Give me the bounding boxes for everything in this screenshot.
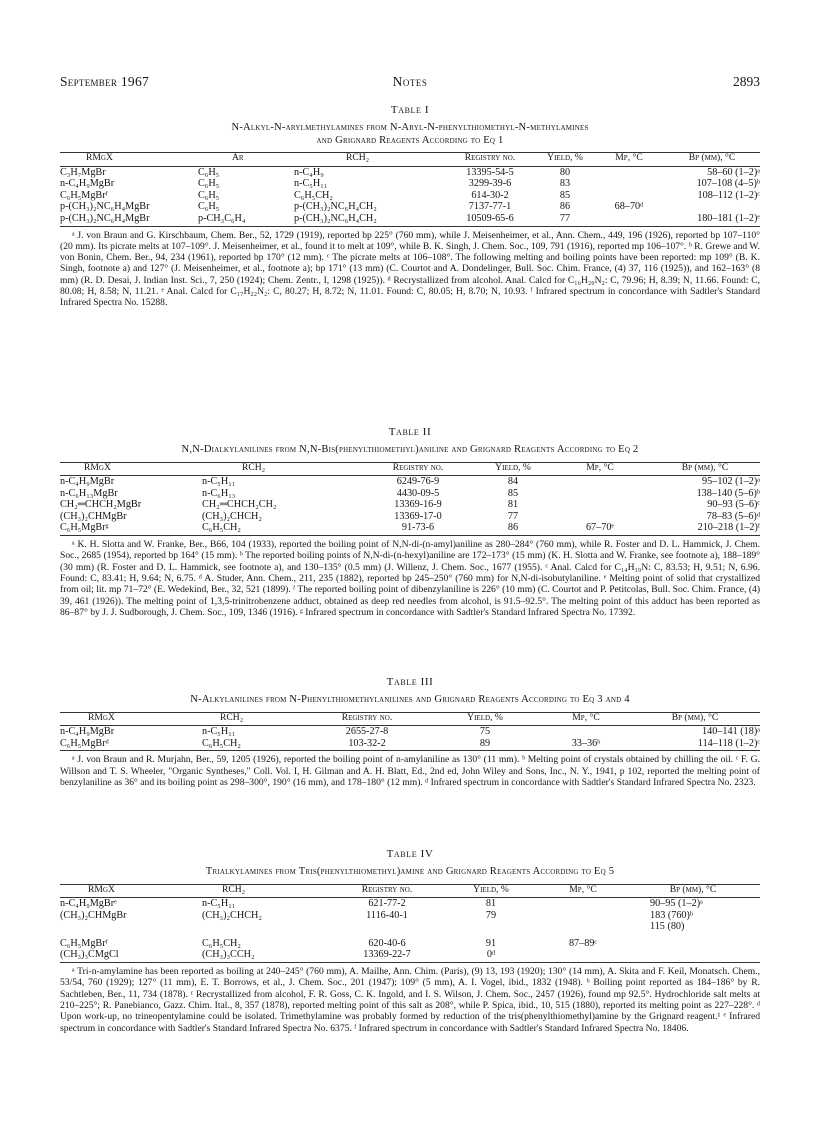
table-1-cell-yield: 85: [559, 189, 571, 201]
table-2-cell-yield: 81: [507, 499, 519, 511]
table-3-row: [60, 726, 760, 738]
table-3-title: N-Alkylanilines from N-Phenylthiomethylanilines and Grignard Reagents According to Eq 3 and 4: [190, 694, 630, 705]
table-1-header-mp: Mp, °C: [594, 153, 664, 167]
table-2-cell-bp: 138–140 (5–6)ᵇ: [696, 487, 760, 499]
table-4-cell-rch2: (CH₃)₃CCH₂: [202, 949, 255, 961]
page-number: 2893: [733, 74, 760, 89]
table-2-cell-mp: [550, 476, 650, 488]
table-1-footnotes: ᵃ J. von Braun and G. Kirschbaum, Chem. Ber., 52, 1729 (1919), reported bp 225° (760 mm), while J. Meisenheimer, et al., Ann. Chem., 449, 196 (1926), reported bp 107–110° (20 mm). Its picrate melts at 107–109°. J. Meisenheimer, et al., found it to melt at 109°, while B. K. Singh, J. Chem. Soc., 109, 791 (1916), reported mp 106–107°. ᵇ R. Grewe and W. von Bonin, Chem. Ber., 94, 234 (1961), reported bp 170° (12 mm). ᶜ The picrate melts at 106–108°. The following melting and boiling points have been reported: mp 109° (B. K. Singh, footnote a) and 127° (J. Meisenheimer, et al., footnote a); bp 171° (13 mm) (C. Courtot and A. Dondelinger, Bull. Soc. Chim. France, (4) 37, 116 (1925)), and 162–163° (8 mm) (R. D. Desai, J. Indian Inst. Sci., 7, 250 (1924); Chem. Zentr., I, 1298 (1925)). ᵈ Recrystallized from alcohol. Anal. Calcd for C₁₆H₂₀N₂: C, 79.96; H, 8.39; N, 11.66. Found: C, 80.08; H, 8.58; N, 11.21. ᵉ Anal. Calcd for C₁₇H₂₂N₂: C, 80.27; H, 8.72; N, 11.01. Found: C, 80.05; H, 8.70; N, 10.93. ᶠ Infrared spectrum in concordance with Sadtler's Standard Infrared Spectra No. 15288.: [60, 229, 760, 309]
table-3-footnotes: ᵃ J. von Braun and R. Murjahn, Ber., 59, 1205 (1926), reported the boiling point of n-amylaniline as 130° (11 mm). ᵇ Melting point of crystals obtained by chilling the oil. ᶜ F. G. Willson and T. S. Wheeler, "Organic Syntheses," Coll. Vol. I, H. Gilman and A. H. Blatt, Ed., 2nd ed, John Wiley and Sons, Inc., N. Y., 1941, p 102, reported the melting point of benzylaniline as 36° and its boiling point as 298–300°, 190° (16 mm), and 178–180° (12 mm). ᵈ Infrared spectrum in concordance with Sadtler's Standard Infrared Spectra No. 2323.: [60, 754, 760, 788]
table-2-row: [60, 499, 760, 511]
table-4-cell-registry: 13369-22-7: [363, 949, 411, 961]
table-2-cell-rch2: CH₂═CHCH₂CH₂: [202, 499, 277, 511]
table-2-cell-registry: 13369-17-0: [394, 510, 442, 522]
table-4-footnotes: ᵃ Tri-n-amylamine has been reported as boiling at 240–245° (760 mm), A. Mailhe, Ann. Chim. (Paris), (9) 13, 193 (1920); 130° (14 mm), A. Skita and F. Keil, Monatsch. Chem., 53/54, 760 (1929); 127° (11 mm), E. T. Borrows, et al., J. Chem. Soc., 201 (1947); 109° (5 mm), A. I. Vogel, ibid., 1832 (1948). ᵇ Boiling point reported as 184–186° by R. Sachtleben, Ber., 11, 734 (1878). ᶜ Recrystallized from alcohol, F. R. Goss, C. K. Ingold, and I. S. Wilson, J. Chem. Soc., 2457 (1926), found mp 92.5°. Hydrochloride salt melts at 210–225°; R. Panebianco, Gazz. Chim. Ital., 8, 357 (1878), reported melting point of this salt as 208°, while P. Spica, ibid., 10, 515 (1880), reported its melting point as 227–228°. ᵈ Upon work-up, no trineopentylamine could be isolated. Trimethylamine was probably formed by reduction of the tris(phenylthiomethyl)amine by the Grignard reagent.¹ ᵉ Infrared spectrum in concordance with Sadtler's Standard Infrared Spectra No. 6375. ᶠ Infrared spectrum in concordance with Sadtler's Standard Infrared Spectra No. 18406.: [60, 966, 760, 1034]
table-4-label: Table IV: [386, 848, 434, 860]
table-1-header-bp: Bp (mm), °C: [664, 153, 760, 167]
table-3-header-rmgx: RMgX: [60, 712, 202, 726]
table-4-section: [60, 848, 760, 1034]
table-2: [60, 462, 760, 537]
table-1-cell-ar: C₆H₅: [198, 178, 220, 190]
table-4-cell-registry: 620-40-6: [368, 937, 406, 949]
table-2-cell-rch2: C₆H₅CH₂: [202, 522, 241, 534]
table-3-cell-yield: 89: [479, 737, 491, 749]
table-3-cell-rmgx: n-C₄H₉MgBr: [60, 726, 115, 738]
table-3-header-mp: Mp, °C: [542, 712, 630, 726]
table-4-cell-registry: 621-77-2: [368, 898, 406, 910]
table-1-cell-registry: 3299-39-6: [468, 178, 512, 190]
table-1-cell-rch2: C₆H₅CH₂: [294, 189, 333, 201]
table-2-row: [60, 488, 760, 500]
table-2-header-mp: Mp, °C: [550, 462, 650, 476]
table-1-header-ar: Ar: [198, 153, 294, 167]
table-3-header-bp: Bp (mm), °C: [630, 712, 760, 726]
table-1-cell-registry: 13395-54-5: [466, 166, 514, 178]
table-2-cell-registry: 13369-16-9: [394, 499, 442, 511]
table-3-cell-registry: 2655-27-8: [345, 726, 389, 738]
table-2-cell-yield: 86: [507, 522, 519, 534]
table-2-row: [60, 511, 760, 523]
table-4-cell-yield: 79: [485, 909, 497, 921]
table-4-cell-yield: 0ᵈ: [486, 949, 496, 961]
table-3-label: Table III: [386, 676, 434, 688]
table-2-cell-mp: [550, 488, 650, 500]
table-4-cell-registry: 1116-40-1: [366, 909, 408, 921]
table-1-cell-registry: 7137-77-1: [468, 201, 512, 213]
table-4-cell-registry: [332, 921, 442, 938]
table-2-cell-rmgx: n-C₄H₉MgBr: [60, 476, 115, 488]
table-3-cell-bp: 140–141 (18)ᵃ: [702, 726, 760, 738]
table-3-cell-bp: 114–118 (1–2)ᶜ: [697, 737, 760, 749]
table-1-cell-rch2: p-(CH₃)₂NC₆H₄CH₂: [294, 201, 377, 213]
table-3-cell-registry: 103-32-2: [348, 737, 386, 749]
table-2-header-rmgx: RMgX: [60, 462, 202, 476]
table-1-row: [60, 190, 760, 202]
table-1-section: [60, 104, 760, 309]
table-2-cell-rch2: (CH₃)₂CHCH₂: [202, 510, 262, 522]
table-3: [60, 712, 760, 752]
table-4-cell-rmgx: n-C₄H₉MgBrᵉ: [60, 898, 117, 910]
table-4-cell-yield: 81: [485, 898, 497, 910]
table-2-cell-mp: [550, 499, 650, 511]
table-1-header-rch2: RCH₂: [294, 153, 444, 167]
table-2-header-yield: Yield, %: [476, 462, 550, 476]
table-3-header-registry: Registry no.: [306, 712, 428, 726]
header-section: Notes: [392, 74, 428, 89]
table-1-cell-bp: 180–181 (1–2)ᵉ: [697, 212, 760, 224]
table-4-header-mp: Mp, °C: [540, 884, 626, 898]
table-4-cell-mp: [540, 898, 626, 910]
table-3-section: [60, 676, 760, 788]
table-1-cell-registry: 614-30-2: [471, 189, 509, 201]
table-1-cell-registry: 10509-65-6: [466, 212, 514, 224]
table-1-cell-mp: [594, 166, 664, 178]
table-3-header-yield: Yield, %: [428, 712, 542, 726]
table-4-cell-bp: [626, 949, 760, 962]
table-1-cell-mp: [594, 190, 664, 202]
table-1-cell-yield: 77: [559, 212, 571, 224]
table-4-cell-rmgx: C₆H₅MgBrᶠ: [60, 937, 108, 949]
table-1-cell-bp: 107–108 (4–5)ᵇ: [696, 178, 760, 190]
table-2-cell-mp: [550, 511, 650, 523]
table-1-row: [60, 166, 760, 178]
table-2-header-bp: Bp (mm), °C: [650, 462, 760, 476]
table-4-cell-bp: 115 (80): [650, 921, 685, 933]
table-4-cell-yield: [442, 921, 540, 938]
table-1-cell-rch2: n-C₅H₁₁: [294, 178, 328, 190]
table-1-row: [60, 201, 760, 213]
table-1-cell-yield: 86: [559, 201, 571, 213]
table-4-cell-bp: 183 (760)ᵇ: [650, 909, 694, 921]
table-4-header-registry: Registry no.: [332, 884, 442, 898]
table-2-section: [60, 426, 760, 618]
table-2-cell-registry: 6249-76-9: [396, 476, 440, 488]
table-4-cell-mp: [540, 921, 626, 938]
table-4-cell-rmgx: (CH₃)₂CHMgBr: [60, 909, 127, 921]
table-1-cell-ar: C₆H₅: [198, 166, 220, 178]
table-1-row: [60, 178, 760, 190]
table-1-cell-yield: 80: [559, 166, 571, 178]
table-1-cell-rmgx: C₃H₇MgBr: [60, 166, 106, 178]
table-2-cell-rmgx: CH₂═CHCH₂MgBr: [60, 499, 142, 511]
table-1-title-line-2: and Grignard Reagents According to Eq 1: [316, 134, 504, 146]
table-4: [60, 884, 760, 964]
table-2-header-registry: Registry no.: [360, 462, 476, 476]
table-2-cell-rmgx: C₆H₅MgBrᵍ: [60, 522, 109, 534]
table-4-header-bp: Bp (mm), °C: [626, 884, 760, 898]
table-1-cell-mp: [594, 178, 664, 190]
table-2-footnotes: ᵃ K. H. Slotta and W. Franke, Ber., B66, 104 (1933), reported the boiling point of N,N-di-(n-amyl)aniline as 280–284° (760 mm), while R. Foster and D. L. Hammick, J. Chem. Soc., 2685 (1954), reported bp 164° (15 mm). ᵇ The reported boiling points of N,N-di-(n-hexyl)aniline are 172–173° (15 mm) (K. H. Slotta and W. Franke, see footnote a), 188–189° (30 mm) (R. Foster and D. L. Hammick, see footnote a), and 130–135° (0.5 mm) (J. Willenz, J. Chem. Soc., 1677 (1955). ᶜ Anal. Calcd for C₁₄H₁₉N: C, 83.53; H, 9.51; N, 6.96. Found: C, 83.41; H, 9.64; N, 6.75. ᵈ A. Studer, Ann. Chem., 211, 235 (1882), reported bp 245–250° (760 mm) for N,N-di-isobutylaniline. ᵉ Melting point of solid that crystallized from oil; lit. mp 71–72° (E. Wedekind, Ber., 32, 521 (1899). ᶠ The reported boiling point of dibenzylaniline is 226° (10 mm) (C. Courtot and P. Petitcolas, Bull. Soc. Chim. France, (4) 39, 461 (1926)). The melting point of 1,3,5-trinitrobenzene adduct, obtained as deep red needles from alcohol, is 91.5–92.5°. The melting point of this adduct has been reported as 86–87° by J. J. Sudborough, J. Chem. Soc., 109, 1346 (1916). ᵍ Infrared spectrum in concordance with Sadtler's Standard Infrared Spectra No. 17392.: [60, 539, 761, 618]
table-4-cell-rch2: [202, 921, 332, 938]
table-2-cell-registry: 4430-09-5: [396, 487, 440, 499]
table-1-title-line-1: N-Alkyl-N-arylmethylamines from N-Aryl-N-phenylthiomethyl-N-methylamines: [231, 122, 589, 133]
table-1-cell-rch2: n-C₄H₉: [294, 166, 324, 178]
table-1-cell-yield: 83: [559, 178, 571, 190]
table-4-cell-rch2: n-C₅H₁₁: [202, 898, 236, 910]
table-1-cell-rmgx: p-(CH₃)₂NC₆H₄MgBr: [60, 201, 150, 213]
table-4-row: [60, 921, 760, 938]
table-3-row: [60, 738, 760, 751]
table-2-cell-bp: 78–83 (5–6)ᵈ: [706, 510, 760, 522]
table-1: [60, 152, 760, 227]
table-4-cell-yield: 91: [485, 937, 497, 949]
table-2-label: Table II: [388, 426, 432, 438]
table-4-cell-bp: [626, 938, 760, 950]
table-1-cell-ar: p-CH₃C₆H₄: [198, 212, 246, 224]
table-4-cell-rch2: (CH₃)₂CHCH₂: [202, 909, 262, 921]
table-1-cell-rch2: p-(CH₃)₂NC₆H₄CH₂: [294, 212, 377, 224]
table-2-cell-rch2: n-C₅H₁₁: [202, 476, 236, 488]
table-1-cell-bp: [664, 201, 760, 213]
table-2-row: [60, 476, 760, 488]
table-4-header-rch2: RCH₂: [202, 884, 332, 898]
table-2-cell-bp: 95–102 (1–2)ᵃ: [702, 476, 760, 488]
table-1-cell-mp: [594, 213, 664, 226]
table-2-cell-rmgx: (CH₃)₂CHMgBr: [60, 510, 127, 522]
table-2-cell-mp: 67–70ᵉ: [585, 522, 615, 534]
table-1-cell-ar: C₆H₅: [198, 189, 220, 201]
table-1-row: [60, 213, 760, 226]
header-date: September 1967: [60, 74, 150, 89]
table-3-cell-rch2: C₆H₅CH₂: [202, 737, 241, 749]
table-2-cell-bp: 210–218 (1–2)ᶠ: [697, 522, 760, 534]
table-1-cell-rmgx: C₆H₅MgBrᶠ: [60, 189, 108, 201]
table-1-header-yield: Yield, %: [536, 153, 594, 167]
table-1-header-rmgx: RMgX: [60, 153, 198, 167]
table-2-header-rch2: RCH₂: [202, 462, 360, 476]
table-4-cell-mp: 87–89ᶜ: [568, 937, 598, 949]
table-1-label: Table I: [390, 104, 430, 116]
table-2-cell-yield: 85: [507, 487, 519, 499]
table-3-cell-mp: 33–36ᵇ: [571, 737, 601, 749]
table-1-title: [60, 122, 760, 147]
table-4-cell-bp: 90–95 (1–2)ᵃ: [650, 898, 703, 910]
table-2-cell-rch2: n-C₆H₁₃: [202, 487, 236, 499]
table-1-header-registry: Registry no.: [444, 153, 536, 167]
table-2-cell-yield: 84: [507, 476, 519, 488]
table-2-row: [60, 522, 760, 535]
table-1-cell-rmgx: n-C₄H₉MgBr: [60, 178, 115, 190]
table-2-title: N,N-Dialkylanilines from N,N-Bis(phenylthiomethyl)aniline and Grignard Reagents According to Eq 2: [181, 444, 639, 455]
table-2-cell-rmgx: n-C₆H₁₃MgBr: [60, 487, 118, 499]
table-1-cell-ar: C₆H₅: [198, 201, 220, 213]
table-1-cell-mp: 68–70ᵈ: [614, 201, 644, 213]
table-3-cell-rmgx: C₆H₅MgBrᵈ: [60, 737, 109, 749]
table-4-row: [60, 949, 760, 962]
table-4-row: [60, 910, 760, 922]
table-1-cell-bp: 58–60 (1–2)ᵃ: [707, 166, 760, 178]
table-4-cell-rmgx: (CH₃)₃CMgCl: [60, 949, 119, 961]
table-1-cell-rmgx: p-(CH₃)₂NC₆H₄MgBr: [60, 212, 150, 224]
table-1-cell-bp: 108–112 (1–2)ᶜ: [697, 189, 760, 201]
table-4-cell-mp: [540, 910, 626, 922]
table-3-cell-rch2: n-C₅H₁₁: [202, 726, 236, 738]
table-2-cell-registry: 91-73-6: [401, 522, 435, 534]
table-4-cell-rmgx: [60, 921, 202, 938]
table-2-cell-bp: 90–93 (5–6)ᶜ: [707, 499, 760, 511]
table-3-cell-mp: [542, 726, 630, 738]
table-4-title: Trialkylamines from Tris(phenylthiomethyl)amine and Grignard Reagents According to Eq 5: [205, 866, 615, 877]
table-2-cell-yield: 77: [507, 510, 519, 522]
table-4-header-rmgx: RMgX: [60, 884, 202, 898]
table-4-row: [60, 938, 760, 950]
table-3-header-rch2: RCH₂: [202, 712, 306, 726]
table-4-cell-rch2: C₆H₅CH₂: [202, 937, 241, 949]
table-4-header-yield: Yield, %: [442, 884, 540, 898]
table-4-row: [60, 898, 760, 910]
table-4-cell-mp: [540, 949, 626, 962]
table-3-cell-yield: 75: [479, 726, 491, 738]
